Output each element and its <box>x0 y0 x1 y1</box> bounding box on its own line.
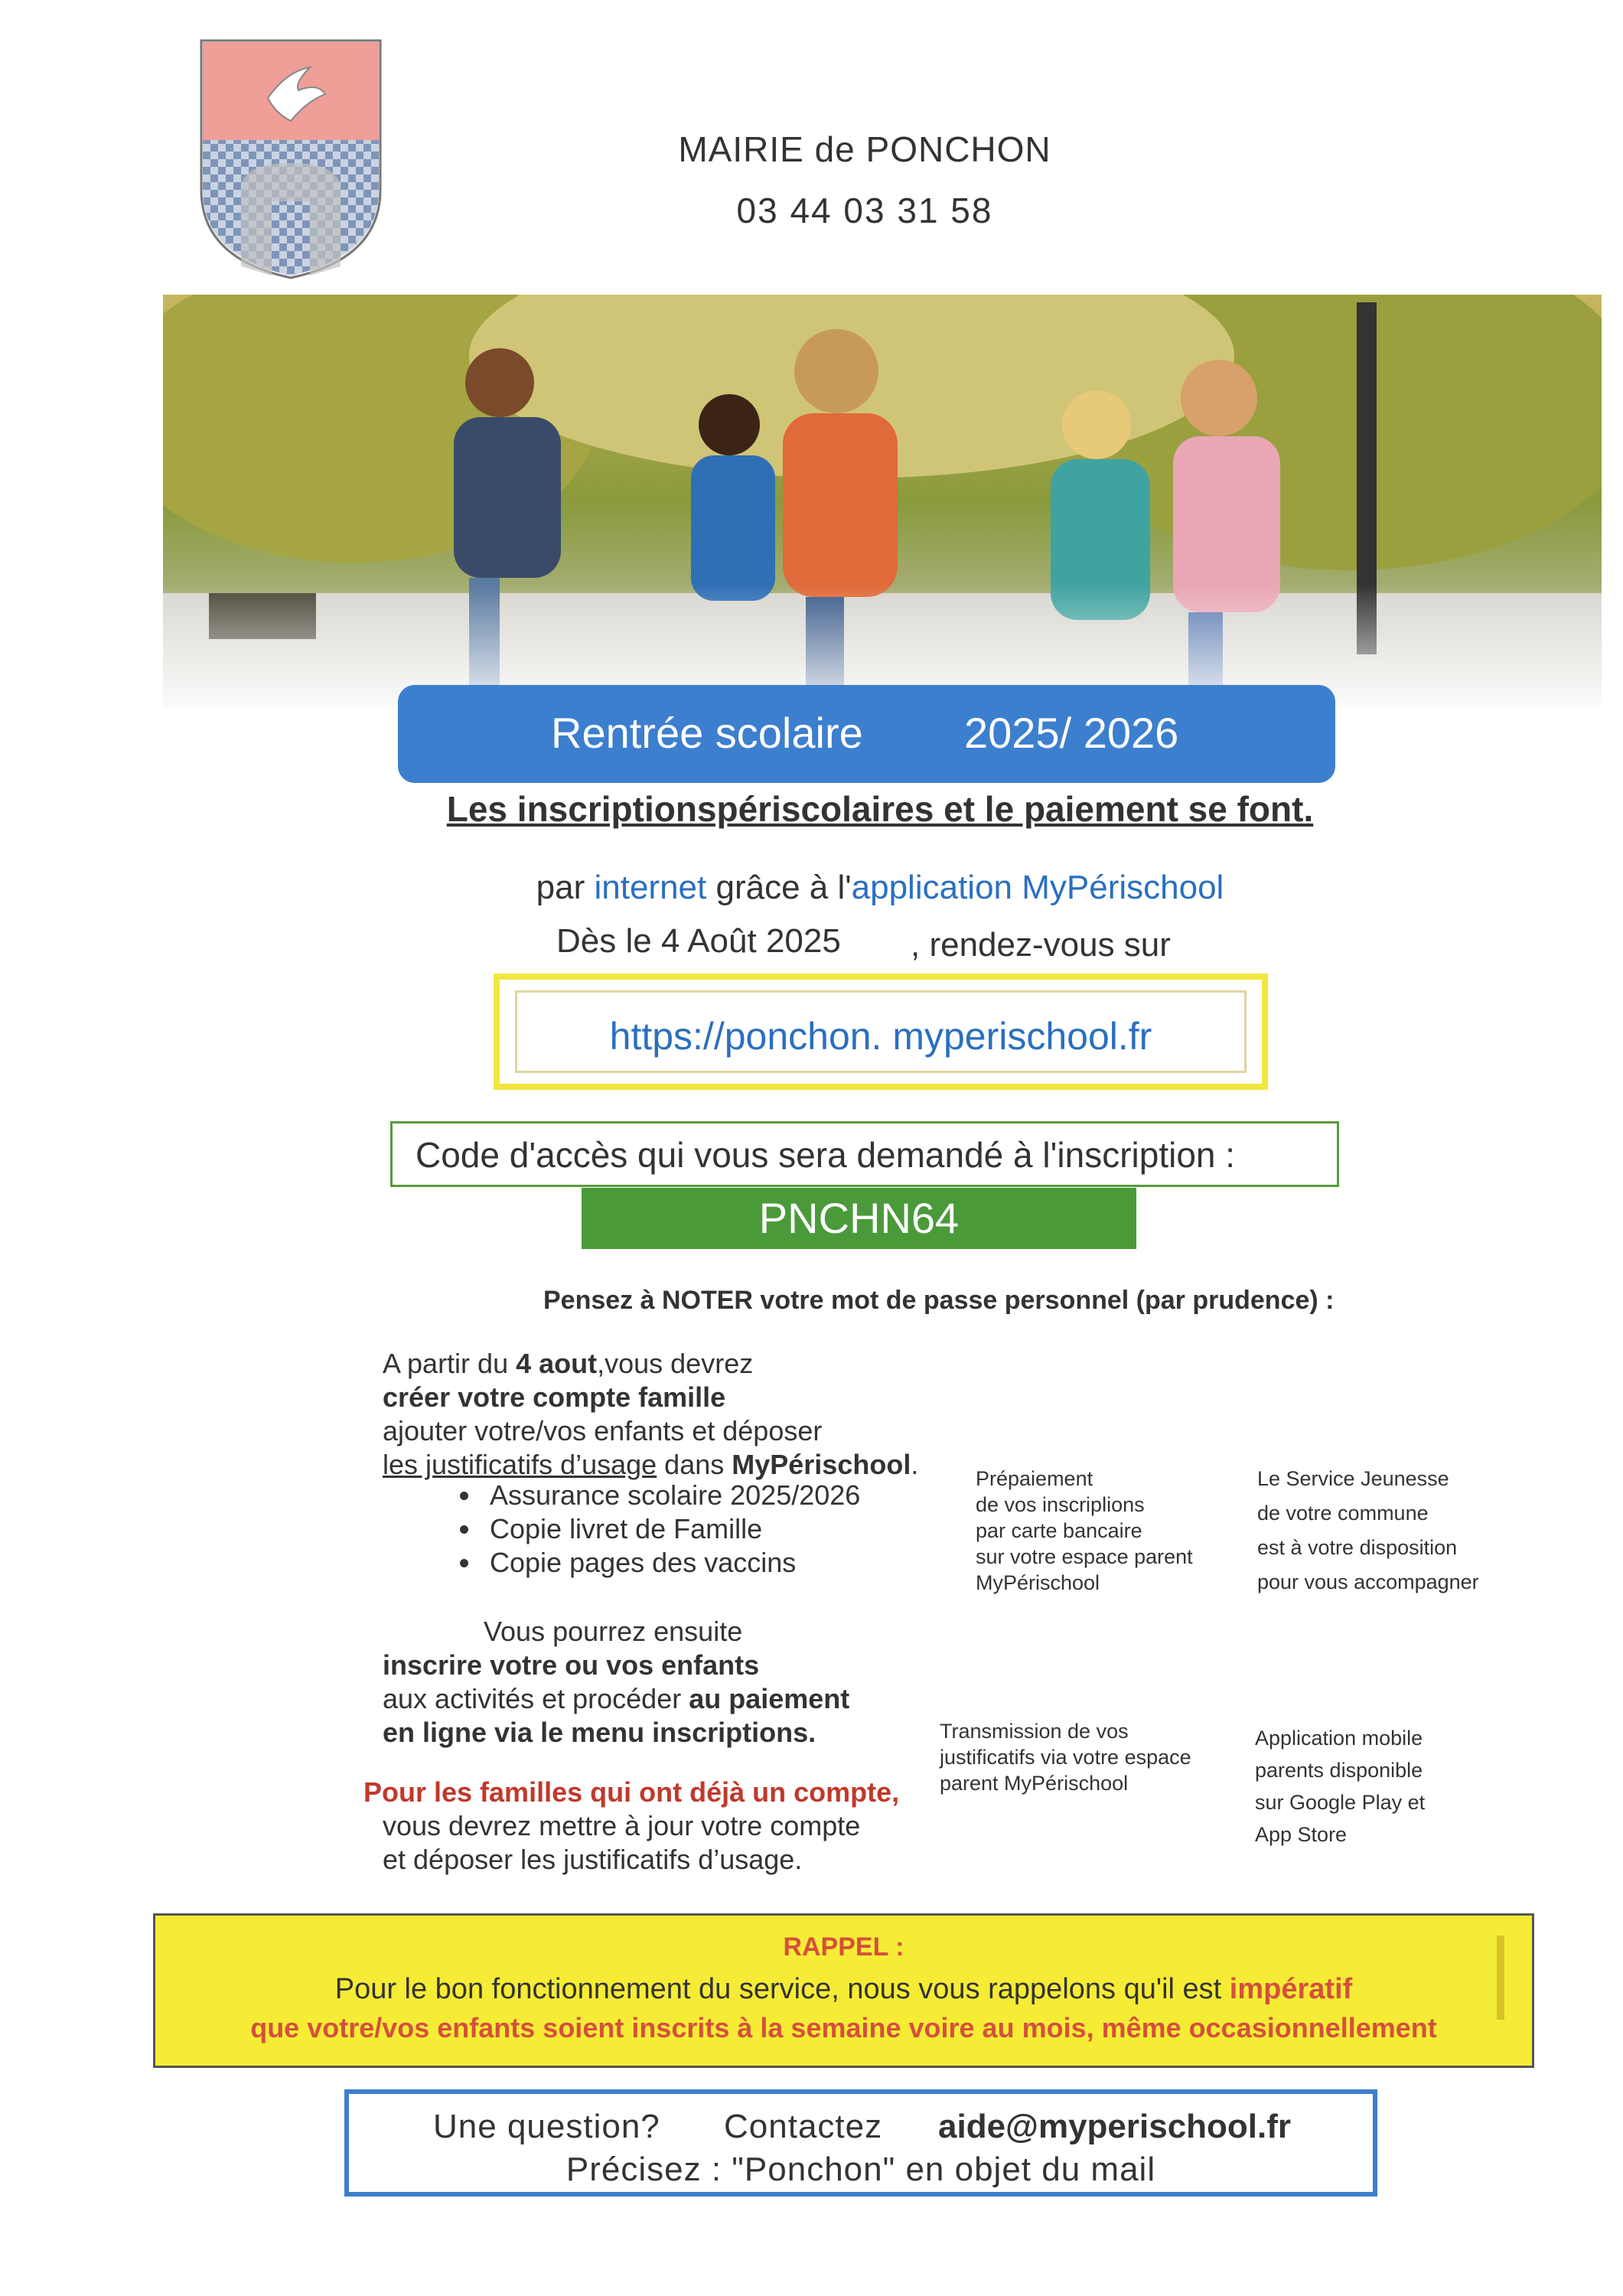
note-line: MyPérischool <box>976 1571 1100 1594</box>
step-date: 4 aout <box>516 1348 598 1379</box>
start-date: Dès le 4 Août 2025 <box>556 922 841 960</box>
step-text: A partir du <box>383 1348 517 1379</box>
documents-list <box>436 1479 860 1580</box>
mairie-phone: 03 44 03 31 58 <box>736 191 993 230</box>
note-line: de votre commune <box>1257 1502 1429 1525</box>
mairie-title: MAIRIE de PONCHON <box>678 129 1051 169</box>
note-prepayment <box>976 1466 1228 1596</box>
existing-families-title: Pour les familles qui ont déjà un compte, <box>363 1776 900 1808</box>
access-code: PNCHN64 <box>582 1188 1136 1249</box>
list-item: • Copie livret de Famille <box>482 1512 860 1546</box>
note-service-jeunesse <box>1257 1462 1548 1600</box>
note-line: Transmission de vos <box>940 1720 1129 1743</box>
contact-question: Une question? <box>433 2108 660 2145</box>
existing-families <box>363 1776 899 1877</box>
contact-label: Contactez <box>724 2108 883 2145</box>
note-line: App Store <box>1255 1823 1348 1846</box>
note-line: justificatifs via votre espace <box>940 1746 1191 1769</box>
step-text: dans <box>657 1449 732 1480</box>
note-line: est à votre disposition <box>1257 1536 1458 1559</box>
step-text: . <box>911 1449 919 1480</box>
myperischool-link[interactable]: https://ponchon. myperischool.fr <box>609 1015 1152 1058</box>
create-account-text: créer votre compte famille <box>383 1381 726 1413</box>
add-children-text: ajouter votre/vos enfants et déposer <box>383 1415 823 1446</box>
enroll-text: Vous pourrez ensuite <box>484 1616 743 1647</box>
reminder-line-2: que votre/vos enfants soient inscrits à la semaine voire au mois, même occasionnellement <box>250 2012 1437 2043</box>
note-line: Application mobile <box>1255 1727 1423 1750</box>
url-box <box>494 974 1268 1090</box>
town-crest-icon <box>195 37 386 282</box>
headline: Les inscriptionspériscolaires et le paiement se font. <box>446 789 1314 829</box>
payment-bold: au paiement <box>689 1683 850 1714</box>
step-text: ,vous devrez <box>597 1348 754 1379</box>
internet-text: internet <box>594 869 707 906</box>
rendezvous-text: , rendez-vous sur <box>911 926 1171 964</box>
reminder-edge-mark <box>1497 1936 1504 2020</box>
note-transmission <box>940 1718 1246 1796</box>
note-line: pour vous accompagner <box>1257 1570 1479 1593</box>
note-line: Le Service Jeunesse <box>1257 1467 1449 1490</box>
existing-families-text: et déposer les justificatifs d’usage. <box>383 1844 803 1875</box>
banner-title: Rentrée scolaire <box>551 709 863 757</box>
note-line: de vos inscriplions <box>976 1493 1145 1516</box>
note-line: Prépaiement <box>976 1467 1093 1490</box>
enroll-bold: inscrire votre ou vos enfants <box>383 1649 760 1681</box>
contact-email[interactable]: aide@myperischool.fr <box>938 2108 1292 2145</box>
app-name: application MyPérischool <box>851 869 1224 906</box>
menu-bold: en ligne via le menu inscriptions. <box>383 1717 816 1748</box>
note-line: par carte bancaire <box>976 1519 1142 1542</box>
intro-text-2: grâce à l' <box>706 869 852 906</box>
reminder-text: Pour le bon fonctionnement du service, nous vous rappelons qu'il est <box>334 1973 1230 2005</box>
account-steps <box>383 1347 918 1482</box>
app-name-bold: MyPérischool <box>732 1449 911 1480</box>
contact-box <box>344 2089 1377 2197</box>
school-year-banner <box>398 685 1335 783</box>
note-line: sur Google Play et <box>1255 1791 1426 1814</box>
access-code-label: Code d'accès qui vous sera demandé à l'inscription : <box>416 1135 1236 1175</box>
reminder-title: RAPPEL : <box>783 1932 904 1962</box>
reminder-emphasis: impératif <box>1229 1973 1353 2005</box>
reminder-box <box>153 1913 1534 2068</box>
access-code-box <box>390 1121 1339 1187</box>
banner-year: 2025/ 2026 <box>964 709 1179 757</box>
note-line: parent MyPérischool <box>940 1772 1129 1795</box>
justificatifs-text: les justificatifs d’usage <box>383 1449 657 1480</box>
note-mobile-app <box>1255 1722 1507 1851</box>
note-line: sur votre espace parent <box>976 1545 1193 1568</box>
list-item: • Copie pages des vaccins <box>482 1546 860 1580</box>
list-item: • Assurance scolaire 2025/2026 <box>482 1479 860 1512</box>
intro-text: par <box>536 869 595 906</box>
enroll-steps <box>383 1615 849 1750</box>
enroll-text: aux activités et procéder <box>383 1683 689 1714</box>
children-running-photo <box>163 295 1602 708</box>
contact-subject-note: Précisez : "Ponchon" en objet du mail <box>565 2151 1156 2188</box>
intro-line <box>306 869 1454 907</box>
existing-families-text: vous devrez mettre à jour votre compte <box>383 1810 861 1841</box>
reminder-line-1 <box>155 1973 1532 2006</box>
password-note: Pensez à NOTER votre mot de passe personnel (par prudence) : <box>543 1286 1335 1315</box>
note-line: parents disponible <box>1255 1759 1423 1782</box>
